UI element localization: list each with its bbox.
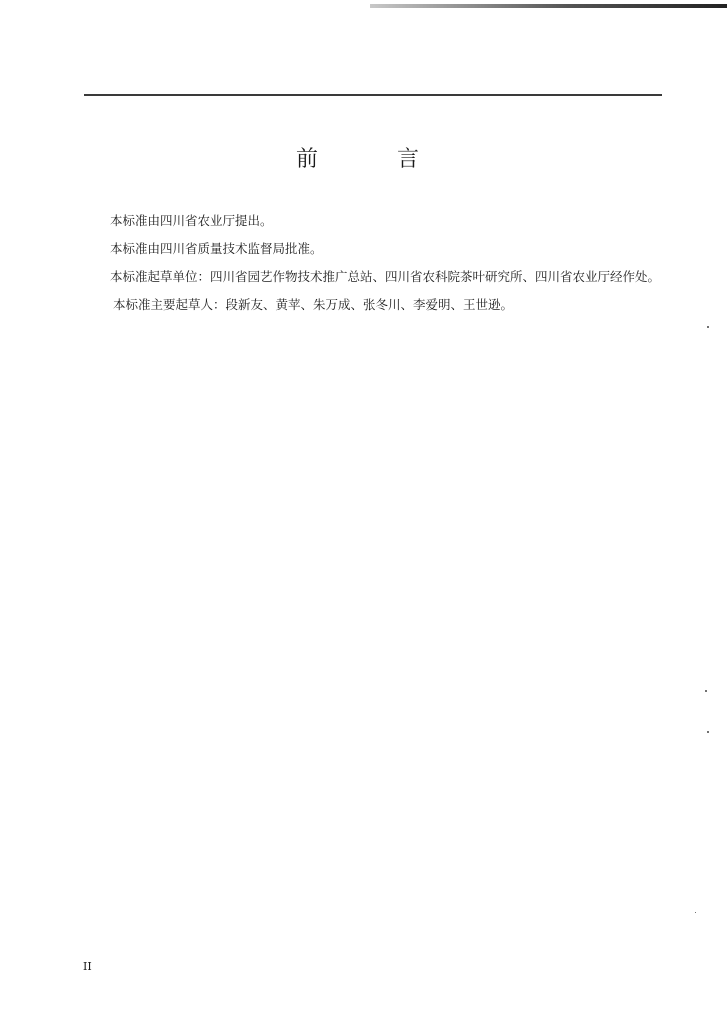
scan-speck xyxy=(705,690,707,692)
scan-speck xyxy=(695,912,696,913)
body-line-drafting-units: 本标准起草单位：四川省园艺作物技术推广总站、四川省农科院茶叶研究所、四川省农业厅经作处。 xyxy=(110,269,661,284)
body-line-proposer: 本标准由四川省农业厅提出。 xyxy=(110,213,273,228)
body-line-approver: 本标准由四川省质量技术监督局批准。 xyxy=(110,241,323,256)
scan-edge-line xyxy=(370,4,727,8)
header-rule xyxy=(84,94,662,96)
scan-speck xyxy=(707,326,709,328)
page-number: II xyxy=(83,960,92,973)
page-title: 前 言 xyxy=(296,147,455,172)
preface-body xyxy=(110,207,700,319)
scan-speck xyxy=(707,731,709,733)
body-line-drafters: 本标准主要起草人：段新友、黄苹、朱万成、张冬川、李爱明、王世逊。 xyxy=(113,297,514,312)
